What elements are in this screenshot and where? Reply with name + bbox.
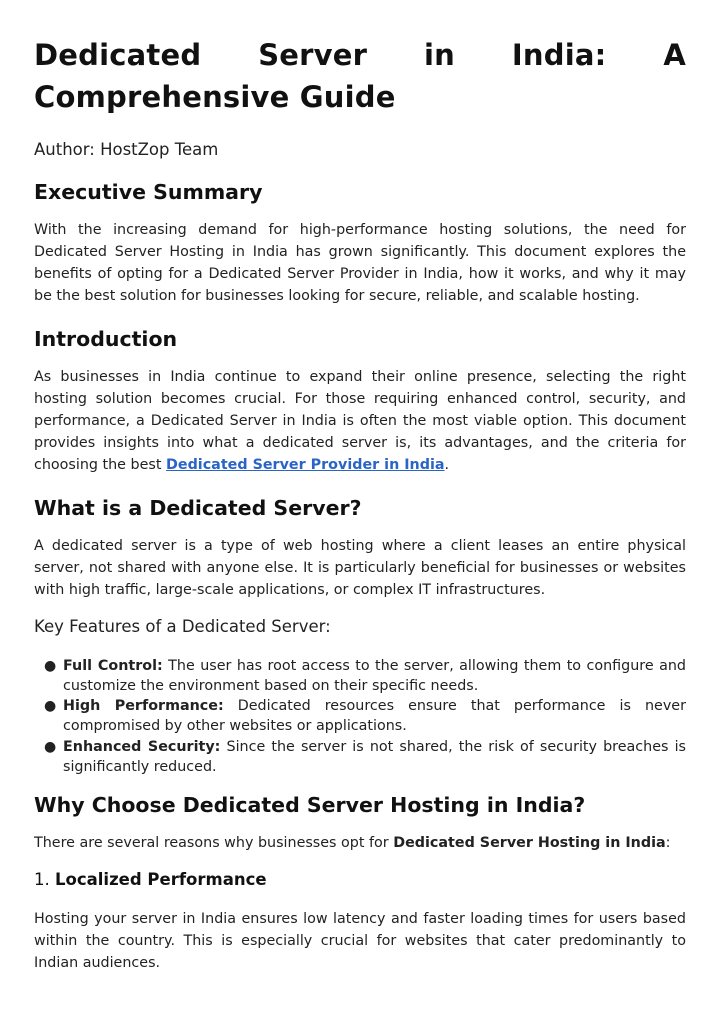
bullet-icon: ● <box>44 657 57 674</box>
paragraph-what-is-dedicated-server: A dedicated server is a type of web hosting where a client leases an entire physical server, not shared with anyone else. It is particularly beneficial for businesses or websites with high traffic, large-scale applications, or complex IT infrastructures. <box>34 538 686 598</box>
sub-title: Localized Performance <box>55 869 267 889</box>
bullet-icon: ● <box>44 698 57 714</box>
sub-number: 1. <box>34 869 50 889</box>
bullet-icon: ● <box>44 738 57 755</box>
why-bold: Dedicated Server Hosting in India <box>393 834 666 851</box>
paragraph-executive-summary: With the increasing demand for high-performance hosting solutions, the need for Dedicated Server Hosting in India has grown significantly. This document explores the benefits of opting for a Dedicated Server Provider in India, how it works, and why it may be the best solution for businesses looking for secure, reliable, and scalable hosting. <box>34 222 686 304</box>
paragraph-introduction <box>34 366 686 476</box>
intro-end: . <box>444 457 450 473</box>
key-features-heading: Key Features of a Dedicated Server: <box>34 617 331 636</box>
paragraph-localized-performance: Hosting your server in India ensures low latency and faster loading times for users based within the country. This is especially crucial for websites that cater predominantly to Indian audiences. <box>34 911 686 971</box>
list-item <box>44 737 686 777</box>
features-list <box>34 656 686 777</box>
feature-text: The user has root access to the server, allowing them to configure and customize the environment based on their specific needs. <box>63 657 686 694</box>
heading-why-choose: Why Choose Dedicated Server Hosting in India? <box>34 792 586 817</box>
feature-text: Since the server is not shared, the risk of security breaches is significantly reduced. <box>63 738 686 775</box>
paragraph-why-choose <box>34 832 686 854</box>
author-line: Author: HostZop Team <box>34 140 219 159</box>
list-item <box>44 656 686 696</box>
feature-text: Dedicated resources ensure that performance is never compromised by other websites or applications. <box>63 698 686 734</box>
list-item <box>44 696 686 736</box>
heading-executive-summary: Executive Summary <box>34 180 263 204</box>
provider-link[interactable]: Dedicated Server Provider in India <box>166 457 445 473</box>
page-title: Dedicated Server in India: A Comprehensive Guide <box>34 38 686 114</box>
subheading-localized-performance <box>34 868 686 892</box>
feature-term: Enhanced Security: <box>63 738 221 755</box>
feature-term: Full Control: <box>63 657 163 674</box>
why-text: There are several reasons why businesses opt for <box>34 834 394 851</box>
intro-text: As businesses in India continue to expand their online presence, selecting the right hosting solution becomes crucial. For those requiring enhanced control, security, and performance, a Dedicated Server in India is often the most viable option. This document provides insights into what a dedicated server is, its advantages, and the criteria for choosing the best <box>34 369 686 473</box>
heading-what-is-dedicated-server: What is a Dedicated Server? <box>34 496 362 520</box>
why-end: : <box>665 834 671 851</box>
heading-introduction: Introduction <box>34 327 178 351</box>
feature-term: High Performance: <box>63 698 224 714</box>
